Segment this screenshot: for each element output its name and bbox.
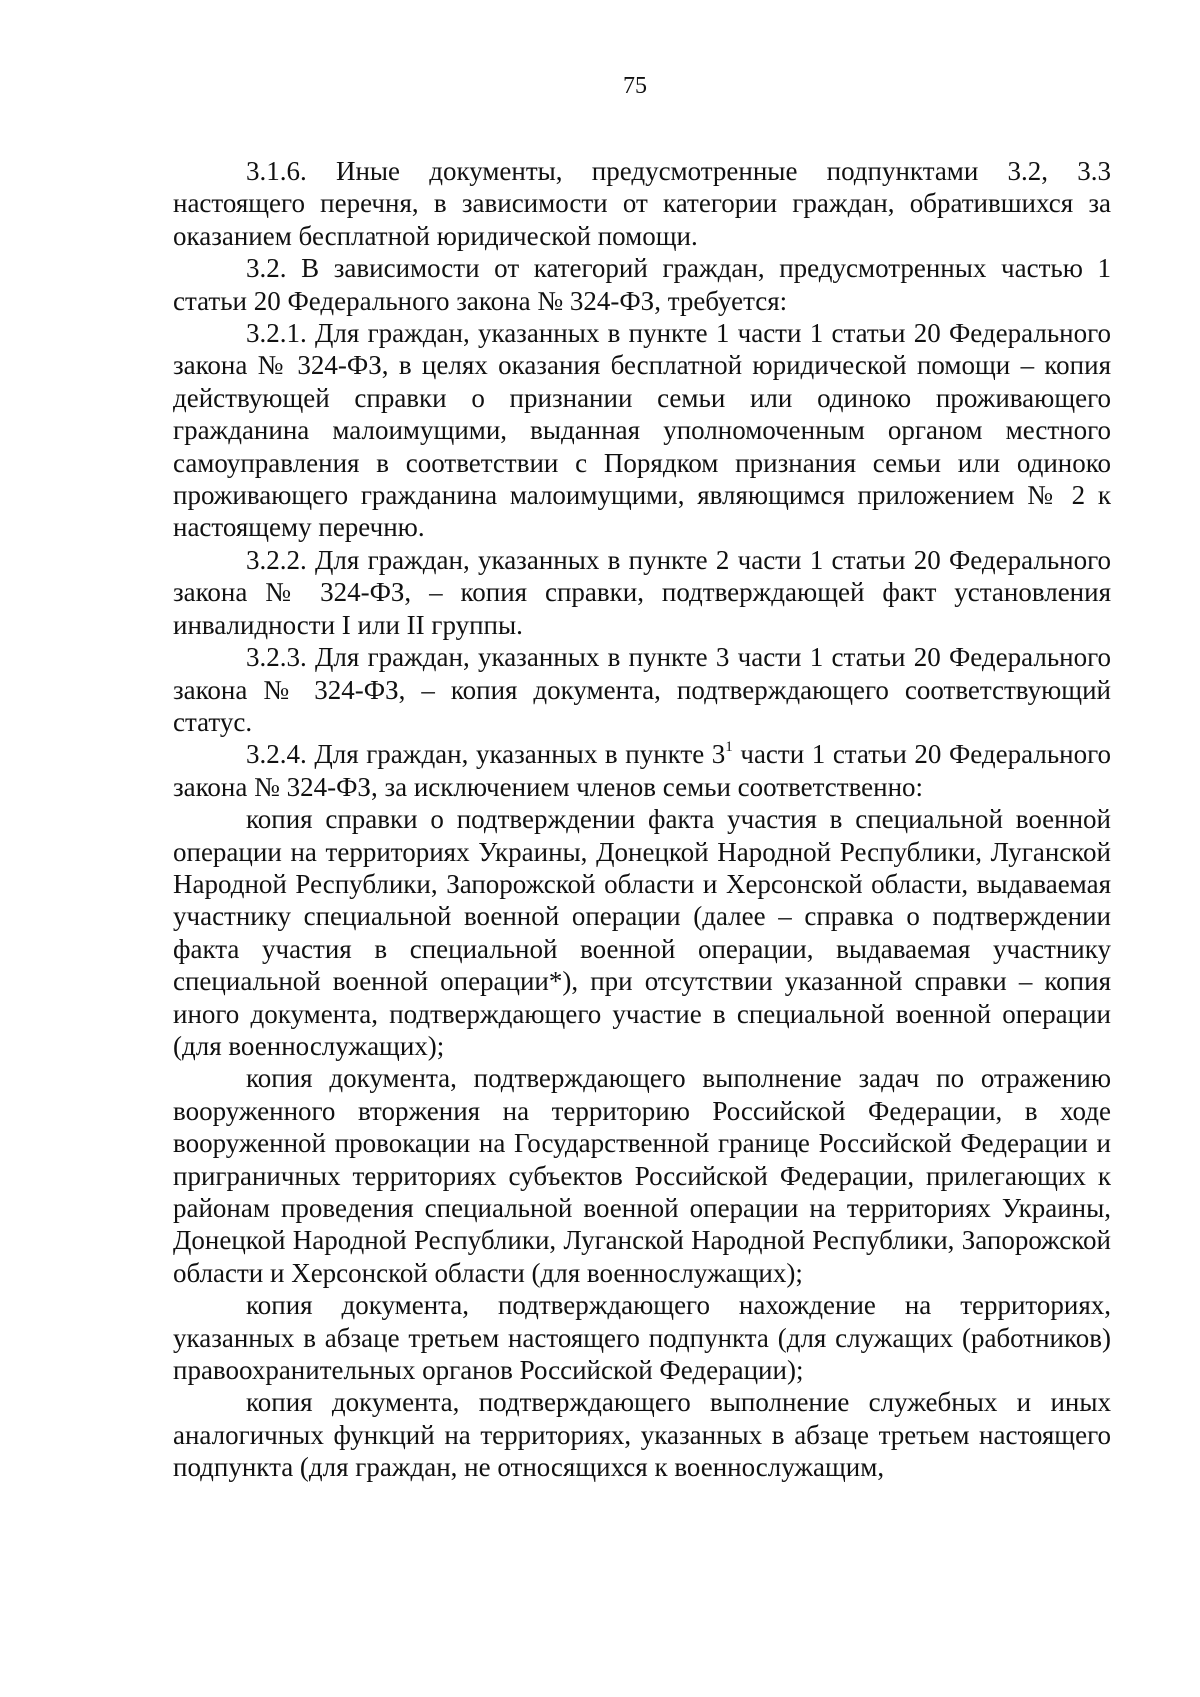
paragraph-3-2-4-start: 3.2.4. Для граждан, указанных в пункте 3 — [246, 739, 726, 770]
paragraph-3-2-3: 3.2.3. Для граждан, указанных в пункте 3 части 1 статьи 20 Федерального закона № 324-ФЗ, – копия документа, подтверждающего соответствующий статус. — [173, 642, 1111, 737]
document-body — [173, 155, 1111, 1484]
paragraph-law-enforcement: копия документа, подтверждающего нахождение на территориях, указанных в абзаце третьем настоящего подпункта (для служащих (работников) правоохранительных органов Российской Федерации); — [173, 1290, 1111, 1386]
paragraph-armed-invasion: копия документа, подтверждающего выполнение задач по отражению вооруженного вторжения на территорию Российской Федерации, в ходе вооруженной провокации на Государственной границе Российской Федерации и приграничных территориях субъектов Российской Федерации, прилегающих к районам проведения специальной военной операции на территориях Украины, Донецкой Народной Республики, Луганской Народной Республики, Запорожской области и Херсонской области (для военнослужащих); — [173, 1063, 1111, 1288]
paragraph-service-functions: копия документа, подтверждающего выполнение служебных и иных аналогичных функций на территориях, указанных в абзаце третьем настоящего подпункта (для граждан, не относящихся к военнослужащим, — [173, 1387, 1111, 1483]
superscript-1: 1 — [725, 739, 733, 756]
paragraph-3-2-4-end: части 1 статьи 20 Федерального закона № 324-ФЗ, за исключением членов семьи соответственно: — [173, 739, 1111, 802]
page-number: 75 — [623, 73, 647, 99]
paragraph-3-2: 3.2. В зависимости от категорий граждан, предусмотренных частью 1 статьи 20 Федерального закона № 324-ФЗ, требуется: — [173, 253, 1111, 316]
paragraph-3-1-6: 3.1.6. Иные документы, предусмотренные подпунктами 3.2, 3.3 настоящего перечня, в зависимости от категории граждан, обратившихся за оказанием бесплатной юридической помощи. — [173, 156, 1111, 251]
paragraph-3-2-1: 3.2.1. Для граждан, указанных в пункте 1 части 1 статьи 20 Федерального закона № 324-ФЗ, в целях оказания бесплатной юридической помощи – копия действующей справки о признании семьи или одиноко проживающего гражданина малоимущими, выданная уполномоченным органом местного самоуправления в соответствии с Порядком признания семьи или одиноко проживающего гражданина малоимущими, являющимся приложением № 2 к настоящему перечню. — [173, 318, 1111, 543]
paragraph-svo-certificate: копия справки о подтверждении факта участия в специальной военной операции на территориях Украины, Донецкой Народной Республики, Луганской Народной Республики, Запорожской области и Херсонской области, выдаваемая участнику специальной военной операции (далее – справка о подтверждении факта участия в специальной военной операции, выдаваемая участнику специальной военной операции*), при отсутствии указанной справки – копия иного документа, подтверждающего участие в специальной военной операции (для военнослужащих); — [173, 804, 1111, 1061]
paragraph-3-2-2: 3.2.2. Для граждан, указанных в пункте 2 части 1 статьи 20 Федерального закона № 324-ФЗ, – копия справки, подтверждающей факт установления инвалидности I или II группы. — [173, 544, 1111, 640]
paragraph-3-2-4 — [173, 738, 1111, 803]
